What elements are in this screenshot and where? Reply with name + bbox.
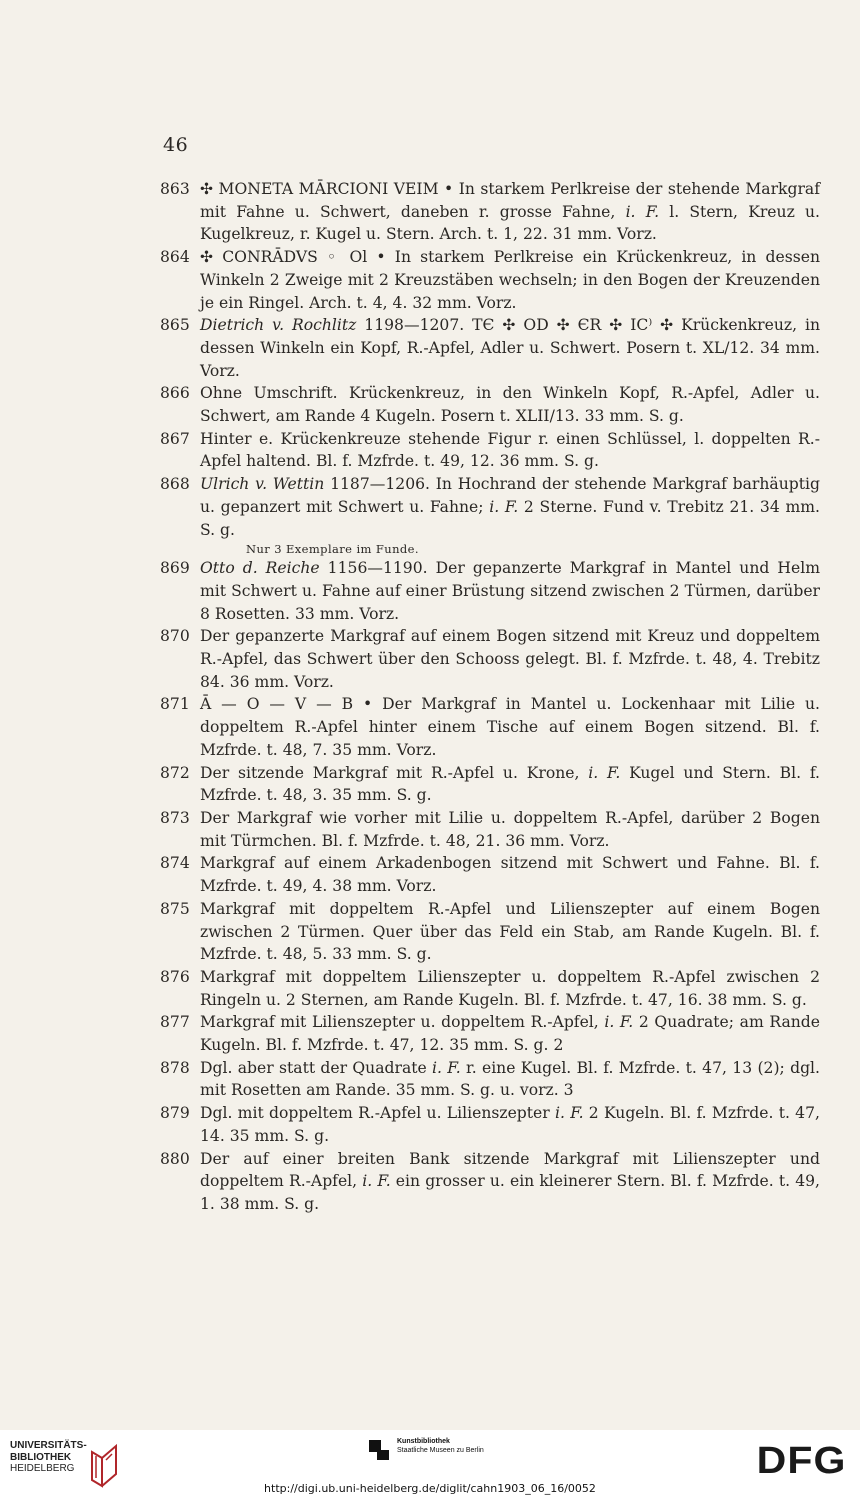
entry xyxy=(160,314,820,382)
entry-number: 874 xyxy=(160,854,190,873)
entry-number: 879 xyxy=(160,1104,190,1123)
entry-number: 880 xyxy=(160,1149,190,1168)
entry-text: ✣ CONRĀDVS ◦ Ol • In starkem Perlkreise ein Krückenkreuz, in dessen Winkeln 2 Zweige mit 2 Kreuzstäben wechseln; in den Bogen der Kreuzenden je ein Ringel. Arch. t. 4, 4. 32 mm. Vorz. xyxy=(200,248,820,312)
entry-text: Der auf einer breiten Bank sitzende Markgraf mit Lilienszepter und doppeltem R.-Apfel, i. F. ein grosser u. ein kleinerer Stern. Bl. f. Mzfrde. t. 49, 1. 38 mm. S. g. xyxy=(200,1149,820,1213)
catalogue-entries xyxy=(160,178,820,1216)
ub-heidelberg-logo[interactable] xyxy=(10,1440,160,1488)
entry-number: 877 xyxy=(160,1013,190,1032)
entry xyxy=(160,898,820,966)
page-number: 46 xyxy=(163,134,189,156)
entry-number: 870 xyxy=(160,627,190,646)
entry-text: Markgraf auf einem Arkadenbogen sitzend mit Schwert und Fahne. Bl. f. Mzfrde. t. 49, 4. 38 mm. Vorz. xyxy=(200,854,820,896)
entry xyxy=(160,852,820,897)
entry-number: 873 xyxy=(160,808,190,827)
entry-text: ✣ MONETA MĀRCIONI VEIM • In starkem Perlkreise der stehende Markgraf mit Fahne u. Schwert, daneben r. grosse Fahne, i. F. l. Stern, Kreuz u. Kugelkreuz, r. Kugel u. Stern. Arch. t. 1, 22. 31 mm. Vorz. xyxy=(200,180,820,244)
ub-logo-text: UNIVERSITÄTS- BIBLIOTHEK HEIDELBERG xyxy=(10,1440,87,1474)
entry xyxy=(160,382,820,427)
kunstbibliothek-emblem-icon xyxy=(367,1438,391,1462)
entry-number: 871 xyxy=(160,695,190,714)
entry-text: Ā — O — V — B • Der Markgraf in Mantel u. Lockenhaar mit Lilie u. doppeltem R.-Apfel hinter einem Tische auf einem Bogen sitzend. Bl. f. Mzfrde. t. 48, 7. 35 mm. Vorz. xyxy=(200,695,820,759)
entry xyxy=(160,1148,820,1216)
entry xyxy=(160,473,820,541)
entry-text: Hinter e. Krückenkreuze stehende Figur r. einen Schlüssel, l. doppelten R.-Apfel haltend. Bl. f. Mzfrde. t. 49, 12. 36 mm. S. g. xyxy=(200,429,820,471)
entry xyxy=(160,1011,820,1056)
entry-text: Der gepanzerte Markgraf auf einem Bogen sitzend mit Kreuz und doppeltem R.-Apfel, das Schwert über den Schooss gelegt. Bl. f. Mzfrde. t. 48, 4. Trebitz 84. 36 mm. Vorz. xyxy=(200,627,820,691)
kunstbibliothek-logo[interactable] xyxy=(367,1435,537,1465)
source-url-link[interactable]: http://digi.ub.uni-heidelberg.de/diglit/cahn1903_06_16/0052 xyxy=(264,1482,596,1495)
entry-number: 867 xyxy=(160,429,190,448)
footnote: Nur 3 Exemplare im Funde. xyxy=(246,542,419,557)
entry xyxy=(160,178,820,246)
entry-number: 863 xyxy=(160,180,190,198)
entry xyxy=(160,966,820,1011)
entry-number: 868 xyxy=(160,475,190,494)
kunstbibliothek-text: Kunstbibliothek Staatliche Museen zu Berlin xyxy=(397,1438,484,1454)
entry-number: 876 xyxy=(160,967,190,986)
entry-number: 866 xyxy=(160,384,190,403)
entry xyxy=(160,625,820,693)
entry-number: 865 xyxy=(160,316,190,335)
entry-number: 872 xyxy=(160,763,190,782)
entry-text: Dietrich v. Rochlitz 1198—1207. TЄ ✣ OD ✣ ЄR ✣ IC⁾ ✣ Krückenkreuz, in dessen Winkeln ein Kopf, R.-Apfel, Adler u. Schwert. Posern t. XL/12. 34 mm. Vorz. xyxy=(200,316,820,380)
entry-number: 875 xyxy=(160,899,190,918)
entry-number: 864 xyxy=(160,248,190,267)
ub-emblem-icon xyxy=(88,1440,122,1488)
entry-number: 869 xyxy=(160,559,190,578)
entry-text: Ohne Umschrift. Krückenkreuz, in den Winkeln Kopf, R.-Apfel, Adler u. Schwert, am Rande 4 Kugeln. Posern t. XLII/13. 33 mm. S. g. xyxy=(200,384,820,426)
entry xyxy=(160,1057,820,1102)
entry-text: Markgraf mit doppeltem R.-Apfel und Lilienszepter auf einem Bogen zwischen 2 Türmen. Quer über das Feld ein Stab, am Rande Kugeln. Bl. f. Mzfrde. t. 48, 5. 33 mm. S. g. xyxy=(200,899,820,964)
entry-text: Ulrich v. Wettin 1187—1206. In Hochrand der stehende Markgraf barhäuptig u. gepanzert mit Schwert u. Fahne; i. F. 2 Sterne. Fund v. Trebitz 21. 34 mm. S. g. xyxy=(200,475,820,539)
footer-bar xyxy=(0,1430,860,1496)
entry-text: Otto d. Reiche 1156—1190. Der gepanzerte Markgraf in Mantel und Helm mit Schwert u. Fahne auf einer Brüstung sitzend zwischen 2 Türmen, darüber 8 Rosetten. 33 mm. Vorz. xyxy=(200,559,820,623)
entry xyxy=(160,557,820,625)
entry xyxy=(160,807,820,852)
entry xyxy=(160,428,820,473)
entry xyxy=(160,693,820,761)
entry-text: Markgraf mit doppeltem Lilienszepter u. doppeltem R.-Apfel zwischen 2 Ringeln u. 2 Sternen, am Rande Kugeln. Bl. f. Mzfrde. t. 47, 16. 38 mm. S. g. xyxy=(200,967,820,1009)
entry-text: Der Markgraf wie vorher mit Lilie u. doppeltem R.-Apfel, darüber 2 Bogen mit Türmchen. Bl. f. Mzfrde. t. 48, 21. 36 mm. Vorz. xyxy=(200,808,820,850)
entry xyxy=(160,762,820,807)
entry-text: Dgl. mit doppeltem R.-Apfel u. Lilienszepter i. F. 2 Kugeln. Bl. f. Mzfrde. t. 47, 14. 35 mm. S. g. xyxy=(200,1104,820,1145)
entry-text: Markgraf mit Lilienszepter u. doppeltem R.-Apfel, i. F. 2 Quadrate; am Rande Kugeln. Bl. f. Mzfrde. t. 47, 12. 35 mm. S. g. 2 xyxy=(200,1013,821,1055)
entry-text: Dgl. aber statt der Quadrate i. F. r. eine Kugel. Bl. f. Mzfrde. t. 47, 13 (2); dgl. mit Rosetten am Rande. 35 mm. S. g. u. vorz. 3 xyxy=(200,1058,820,1100)
entry-text: Der sitzende Markgraf mit R.-Apfel u. Krone, i. F. Kugel und Stern. Bl. f. Mzfrde. t. 48, 3. 35 mm. S. g. xyxy=(200,763,821,805)
entry xyxy=(160,246,820,314)
dfg-logo[interactable]: DFG xyxy=(756,1440,847,1482)
entry-number: 878 xyxy=(160,1058,190,1077)
entry xyxy=(160,1102,820,1147)
